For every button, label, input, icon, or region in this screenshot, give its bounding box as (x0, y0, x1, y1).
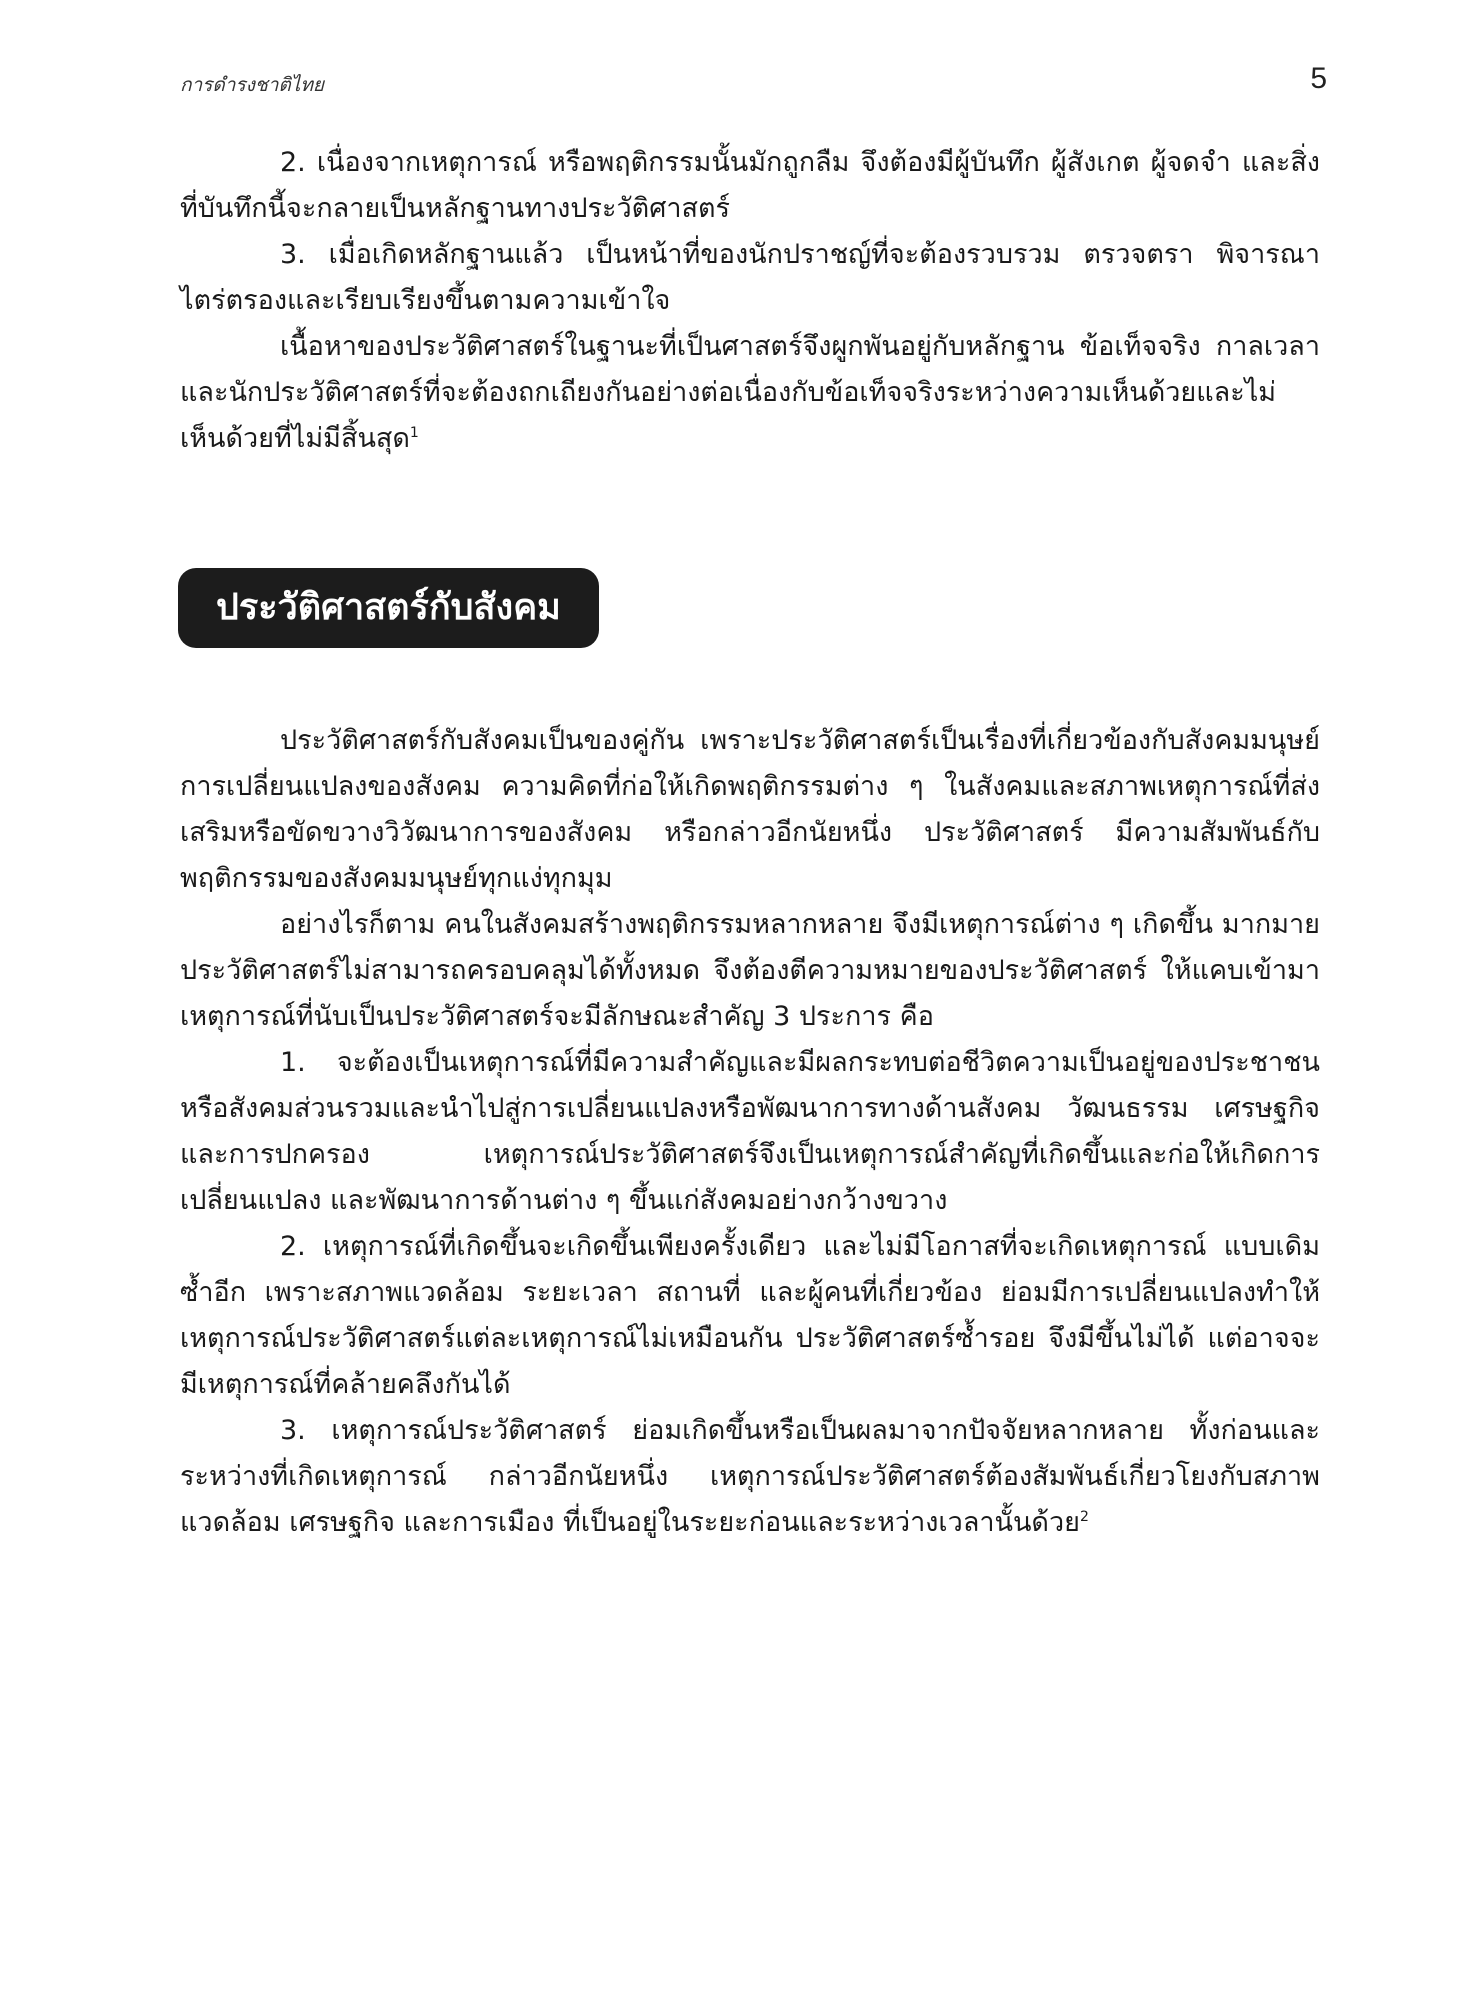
footnote-ref-1: 1 (409, 425, 419, 441)
intro-content-text: เนื้อหาของประวัติศาสตร์ในฐานะที่เป็นศาสตร์จึงผูกพันอยู่กับหลักฐาน ข้อเท็จจริง กาลเวลาและนักประวัติศาสตร์ที่จะต้องถกเถียงกันอย่างต่อเนื่องกับข้อเท็จจริงระหว่างความเห็นด้วยและไม่เห็นด้วยที่ไม่มีสิ้นสุด (180, 331, 1320, 454)
section-paragraph-1: ประวัติศาสตร์กับสังคมเป็นของคู่กัน เพราะประวัติศาสตร์เป็นเรื่องที่เกี่ยวข้องกับสังคมมนุษย์ การเปลี่ยนแปลงของสังคม ความคิดที่ก่อให้เกิดพฤติกรรมต่าง ๆ ในสังคมและสภาพเหตุการณ์ที่ส่งเสริมหรือขัดขวางวิวัฒนาการของสังคม หรือกล่าวอีกนัยหนึ่ง ประวัติศาสตร์ มีความสัมพันธ์กับพฤติกรรมของสังคมมนุษย์ทุกแง่ทุกมุม (180, 725, 1320, 894)
section-point-1: 1. จะต้องเป็นเหตุการณ์ที่มีความสำคัญและมีผลกระทบต่อชีวิตความเป็นอยู่ของประชาชนหรือสังคมส่วนรวมและนำไปสู่การเปลี่ยนแปลงหรือพัฒนาการทางด้านสังคม วัฒนธรรม เศรษฐกิจ และการปกครอง เหตุการณ์ประวัติศาสตร์จึงเป็นเหตุการณ์สำคัญที่เกิดขึ้นและก่อให้เกิดการเปลี่ยนแปลง และพัฒนาการด้านต่าง ๆ ขึ้นแก่สังคมอย่างกว้างขวาง (180, 1047, 1320, 1216)
section-point-3: 3. เหตุการณ์ประวัติศาสตร์ ย่อมเกิดขึ้นหรือเป็นผลมาจากปัจจัยหลากหลาย ทั้งก่อนและระหว่างที่เกิดเหตุการณ์ กล่าวอีกนัยหนึ่ง เหตุการณ์ประวัติศาสตร์ต้องสัมพันธ์เกี่ยวโยงกับสภาพแวดล้อม เศรษฐกิจ และการเมือง ที่เป็นอยู่ในระยะก่อนและระหว่างเวลานั้นด้วย (180, 1415, 1320, 1538)
running-title: การดำรงชาติไทย (180, 74, 324, 96)
intro-item-2: 2. เนื่องจากเหตุการณ์ หรือพฤติกรรมนั้นมักถูกลืม จึงต้องมีผู้บันทึก ผู้สังเกต ผู้จดจำ และสิ่งที่บันทึกนี้จะกลายเป็นหลักฐานทางประวัติศาสตร์ (180, 147, 1320, 224)
section-heading: ประวัติศาสตร์กับสังคม (178, 568, 599, 648)
section-point-2: 2. เหตุการณ์ที่เกิดขึ้นจะเกิดขึ้นเพียงครั้งเดียว และไม่มีโอกาสที่จะเกิดเหตุการณ์ แบบเดิมซ้ำอีก เพราะสภาพแวดล้อม ระยะเวลา สถานที่ และผู้คนที่เกี่ยวข้อง ย่อมมีการเปลี่ยนแปลงทำให้เหตุการณ์ประวัติศาสตร์แต่ละเหตุการณ์ไม่เหมือนกัน ประวัติศาสตร์ซ้ำรอย จึงมีขึ้นไม่ได้ แต่อาจจะมีเหตุการณ์ที่คล้ายคลึงกันได้ (180, 1231, 1320, 1400)
intro-text-block (180, 140, 1320, 462)
intro-item-3: 3. เมื่อเกิดหลักฐานแล้ว เป็นหน้าที่ของนักปราชญ์ที่จะต้องรวบรวม ตรวจตรา พิจารณา ไตร่ตรองและเรียบเรียงขึ้นตามความเข้าใจ (180, 239, 1320, 316)
section-paragraph-2: อย่างไรก็ตาม คนในสังคมสร้างพฤติกรรมหลากหลาย จึงมีเหตุการณ์ต่าง ๆ เกิดขึ้น มากมาย ประวัติศาสตร์ไม่สามารถครอบคลุมได้ทั้งหมด จึงต้องตีความหมายของประวัติศาสตร์ ให้แคบเข้ามา เหตุการณ์ที่นับเป็นประวัติศาสตร์จะมีลักษณะสำคัญ 3 ประการ คือ (180, 909, 1320, 1032)
footnote-ref-2: 2 (1079, 1509, 1089, 1525)
section-point-3-paragraph (180, 1408, 1320, 1546)
section-text-block (180, 718, 1320, 1546)
intro-content-paragraph (180, 324, 1320, 462)
page-number: 5 (1310, 62, 1327, 95)
